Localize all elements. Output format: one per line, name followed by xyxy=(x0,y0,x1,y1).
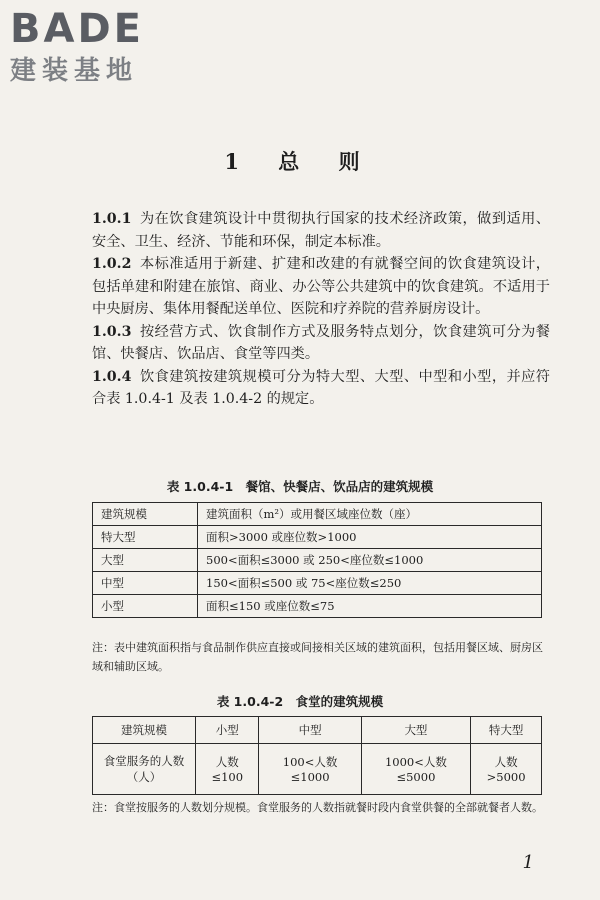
table-cell: 1000<人数≤5000 xyxy=(361,744,471,795)
logo-text-chinese: 建装基地 xyxy=(10,56,139,86)
table-row xyxy=(93,572,542,595)
logo xyxy=(10,8,144,86)
clause-number: 1.0.4 xyxy=(92,368,132,385)
table-header: 建筑面积（m²）或用餐区域座位数（座） xyxy=(198,503,542,526)
clause-number: 1.0.1 xyxy=(92,211,132,227)
clause-number: 1.0.3 xyxy=(92,323,132,340)
clauses-body xyxy=(92,208,550,411)
table-header: 特大型 xyxy=(471,717,542,744)
clause-1-0-4 xyxy=(92,366,550,411)
table-cell: 人数>5000 xyxy=(471,744,542,795)
table2-canteen-scale xyxy=(92,716,542,795)
table-cell: 特大型 xyxy=(93,526,198,549)
table-cell: 500<面积≤3000 或 250<座位数≤1000 xyxy=(198,549,542,572)
table-row xyxy=(93,595,542,618)
table-cell: 人数≤100 xyxy=(196,744,259,795)
clause-text: 按经营方式、饮食制作方式及服务特点划分，饮食建筑可分为餐馆、快餐店、饮品店、食堂等四类。 xyxy=(92,323,550,362)
clause-text: 本标准适用于新建、扩建和改建的有就餐空间的饮食建筑设计，包括单建和附建在旅馆、商业、办公等公共建筑中的饮食建筑。不适用于中央厨房、集体用餐配送单位、医院和疗养院的营养厨房设计。 xyxy=(92,256,550,317)
clause-1-0-3 xyxy=(92,321,550,366)
clause-1-0-1 xyxy=(92,208,550,253)
clause-number: 1.0.2 xyxy=(92,256,132,272)
table-cell: 面积≤150 或座位数≤75 xyxy=(198,595,542,618)
table-cell: 食堂服务的人数（人） xyxy=(93,744,196,795)
table-row xyxy=(93,744,542,795)
table1-note: 注：表中建筑面积指与食品制作供应直接或间接相关区域的建筑面积，包括用餐区域、厨房区域和辅助区域。 xyxy=(92,641,543,673)
table-cell: 150<面积≤500 或 75<座位数≤250 xyxy=(198,572,542,595)
table-row xyxy=(93,549,542,572)
table-cell: 大型 xyxy=(93,549,198,572)
table-cell: 面积>3000 或座位数>1000 xyxy=(198,526,542,549)
table-cell: 100<人数≤1000 xyxy=(259,744,361,795)
table2-note: 注：食堂按服务的人数划分规模。食堂服务的人数指就餐时段内食堂供餐的全部就餐者人数。 xyxy=(92,801,543,814)
table-header: 小型 xyxy=(196,717,259,744)
clause-text: 为在饮食建筑设计中贯彻执行国家的技术经济政策，做到适用、安全、卫生、经济、节能和环保，制定本标准。 xyxy=(92,211,550,250)
table-header: 建筑规模 xyxy=(93,503,198,526)
chapter-title: 1 总 则 xyxy=(224,149,376,174)
table-header: 大型 xyxy=(361,717,471,744)
table2-caption: 表 1.0.4-2 食堂的建筑规模 xyxy=(216,694,384,709)
table-header: 建筑规模 xyxy=(93,717,196,744)
table-header-row xyxy=(93,503,542,526)
logo-text-english: BADE xyxy=(10,6,144,52)
table-header-row xyxy=(93,717,542,744)
clause-text: 饮食建筑按建筑规模可分为特大型、大型、中型和小型，并应符合表 1.0.4-1 及表 1.0.4-2 的规定。 xyxy=(92,368,550,407)
table-cell: 中型 xyxy=(93,572,198,595)
table-header: 中型 xyxy=(259,717,361,744)
clause-1-0-2 xyxy=(92,253,550,321)
page-number: 1 xyxy=(522,852,534,873)
table-row xyxy=(93,526,542,549)
table1-restaurant-scale xyxy=(92,502,542,618)
table1-caption: 表 1.0.4-1 餐馆、快餐店、饮品店的建筑规模 xyxy=(166,479,434,494)
table-cell: 小型 xyxy=(93,595,198,618)
